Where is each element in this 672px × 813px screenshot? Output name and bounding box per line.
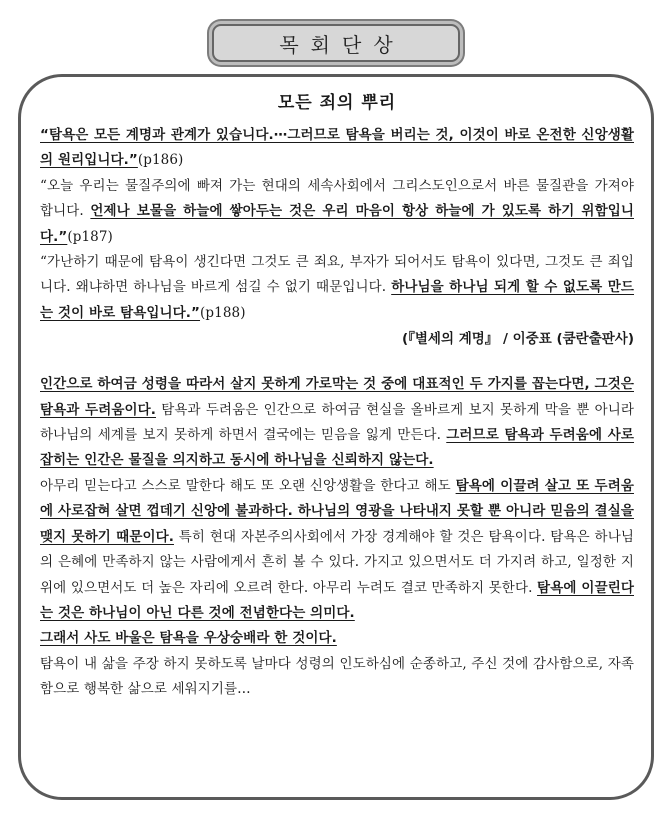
body-paragraph-1: [40, 372, 634, 474]
p1-text: 탐욕과 두려움은 인간으로 하여금 현실을 올바르게 보지 못하게 막을 뿐 아니라 하나님의 세계를 보지 못하게 하면서 결국에는 믿음을 잃게 만든다.: [40, 401, 634, 444]
body-paragraph-4: [40, 652, 634, 703]
body-paragraph-3: [40, 626, 634, 651]
section-title-tab: [212, 24, 460, 62]
quote-1-ref: (p186): [137, 152, 184, 169]
article: [40, 84, 634, 703]
quote-2-emphasis: 언제나 보물을 하늘에 쌓아두는 것은 우리 마음이 항상 하늘에 가 있도록 하기 위함입니다.”: [40, 203, 634, 245]
body-paragraph-2: [40, 474, 634, 626]
quote-2: [40, 174, 634, 250]
p2-text: 아무리 믿는다고 스스로 말한다 해도 또 오랜 신앙생활을 한다고 해도: [40, 477, 456, 494]
quote-1: [40, 123, 634, 174]
p2-emphasis: 탐욕에 이끌려 살고 또 두려움에 사로잡혀 살면 껍데기 신앙에 불과하다. 하나님의 영광을 나타내지 못할 뿐 아니라 믿음의 결실을 맺지 못하기 때문이다.: [40, 477, 634, 545]
quote-2-text: “오늘 우리는 물질주의에 빠져 가는 현대의 세속사회에서 그리스도인으로서 바른 물질관을 가져야 합니다.: [40, 177, 634, 220]
p1-emphasis: 인간으로 하여금 성령을 따라서 살지 못하게 가로막는 것 중에 대표적인 두 가지를 꼽는다면, 그것은 탐욕과 두려움이다.: [40, 376, 634, 418]
p4-text: 탐욕이 내 삶을 주장 하지 못하도록 날마다 성령의 인도하심에 순종하고, 주신 것에 감사함으로, 자족함으로 행복한 삶으로 세워지기를…: [40, 655, 634, 698]
book-source: (『별세의 계명』 / 이중표 (쿰란출판사): [401, 331, 634, 348]
quote-3-ref: (p188): [200, 304, 246, 321]
p1-emphasis-2: 그러므로 탐욕과 두려움에 사로잡히는 인간은 물질을 의지하고 동시에 하나님을 신뢰하지 않는다.: [40, 427, 635, 469]
article-heading: 모든 죄의 뿌리: [277, 93, 397, 113]
p2-text-2: 특히 현대 자본주의사회에서 가장 경계해야 할 것은 탐욕이다. 탐욕은 하나님의 은혜에 만족하지 않는 사람에게서 흔히 볼 수 있다. 가지고 있으면서도 더 가지려 하고, 일정한 지위에 있으면서도 더 높은 자리에 오르려 한다. 아무리 누려도 결코 만족하지 못한다.: [40, 528, 634, 596]
p2-emphasis-2: 탐욕에 이끌린다는 것은 하나님이 아닌 다른 것에 전념한다는 의미다.: [40, 579, 634, 621]
quote-2-ref: (p187): [67, 228, 113, 245]
p3-emphasis: 그래서 사도 바울은 탐욕을 우상숭배라 한 것이다.: [40, 630, 337, 647]
spacer: [40, 352, 634, 372]
quote-1-emphasis: “탐욕은 모든 계명과 관계가 있습니다.⋯그러므로 탐욕을 버리는 것, 이것이 바로 온전한 신앙생활의 원리입니다.”: [40, 127, 634, 169]
quote-3-text: “가난하기 때문에 탐욕이 생긴다면 그것도 큰 죄요, 부자가 되어서도 탐욕이 있다면, 그것도 큰 죄입니다. 왜냐하면 하나님을 바르게 섬길 수 없기 때문입니다.: [40, 254, 634, 296]
section-title: 목회단상: [279, 32, 405, 57]
quote-3-emphasis: 하나님을 하나님 되게 할 수 없도록 만드는 것이 바로 탐욕입니다.”: [40, 279, 635, 321]
quote-3: [40, 250, 634, 326]
